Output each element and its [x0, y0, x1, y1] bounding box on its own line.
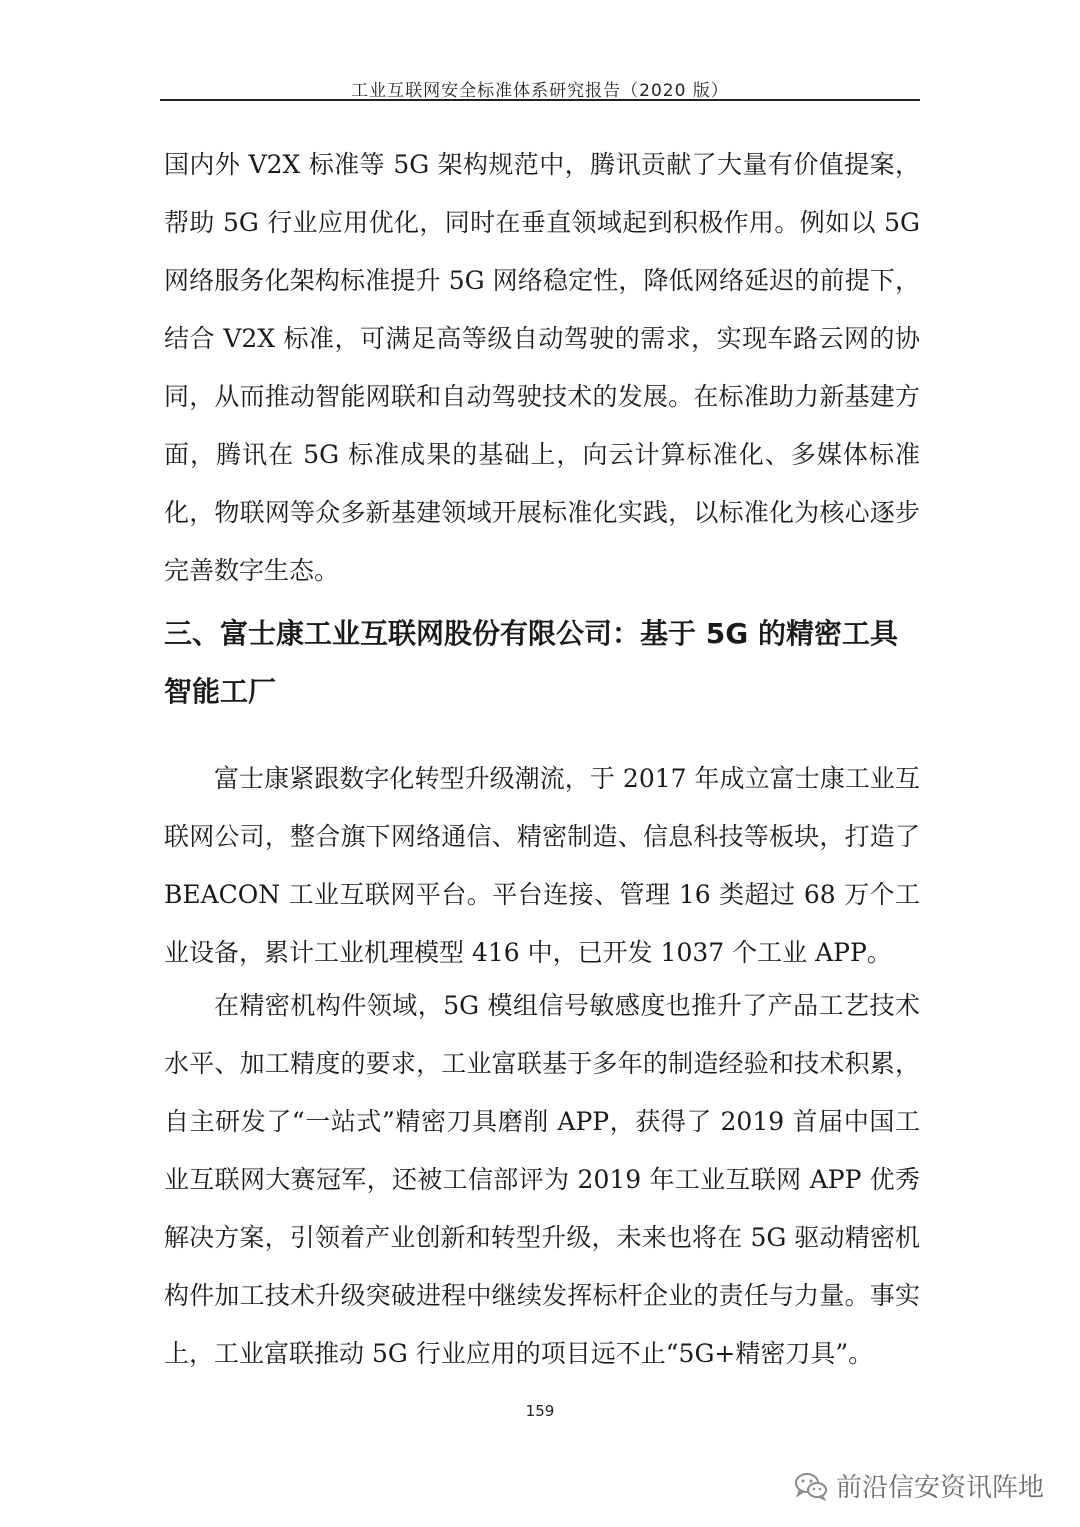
body-paragraph: 国内外 V2X 标准等 5G 架构规范中，腾讯贡献了大量有价值提案，帮助 5G 行业应用优化，同时在垂直领域起到积极作用。例如以 5G 网络服务化架构标准提升 5G 网络稳定性，降低网络延迟的前提下，结合 V2X 标准，可满足高等级自动驾驶的需求，实现车路云网的协同，从而推动智能网联和自动驾驶技术的发展。在标准助力新基建方面，腾讯在 5G 标准成果的基础上，向云计算标准化、多媒体标准化，物联网等众多新基建领域开展标准化实践，以标准化为核心逐步完善数字生态。 [164, 150, 920, 585]
watermark [794, 1467, 1044, 1504]
running-header: 工业互联网安全标准体系研究报告（2020 版） [351, 81, 729, 101]
body-paragraph: 在精密机构件领域，5G 模组信号敏感度也推升了产品工艺技术水平、加工精度的要求，工业富联基于多年的制造经验和技术积累，自主研发了“一站式”精密刀具磨削 APP，获得了 2019 首届中国工业互联网大赛冠军，还被工信部评为 2019 年工业互联网 APP 优秀解决方案，引领着产业创新和转型升级，未来也将在 5G 驱动精密机构件加工技术升级突破进程中继续发挥标杆企业的责任与力量。事实上，工业富联推动 5G 行业应用的项目远不止“5G+精密刀具”。 [164, 991, 920, 1368]
header-divider [160, 99, 920, 101]
section-heading: 三、富士康工业互联网股份有限公司：基于 5G 的精密工具智能工厂 [164, 617, 898, 708]
body-paragraph: 富士康紧跟数字化转型升级潮流，于 2017 年成立富士康工业互联网公司，整合旗下网络通信、精密制造、信息科技等板块，打造了 BEACON 工业互联网平台。平台连接、管理 16 类超过 68 万个工业设备，累计工业机理模型 416 中，已开发 1037 个工业 APP。 [164, 764, 920, 967]
watermark-text: 前沿信安资讯阵地 [835, 1473, 1044, 1503]
wechat-icon [794, 1471, 828, 1501]
page-number: 159 [525, 1402, 555, 1420]
